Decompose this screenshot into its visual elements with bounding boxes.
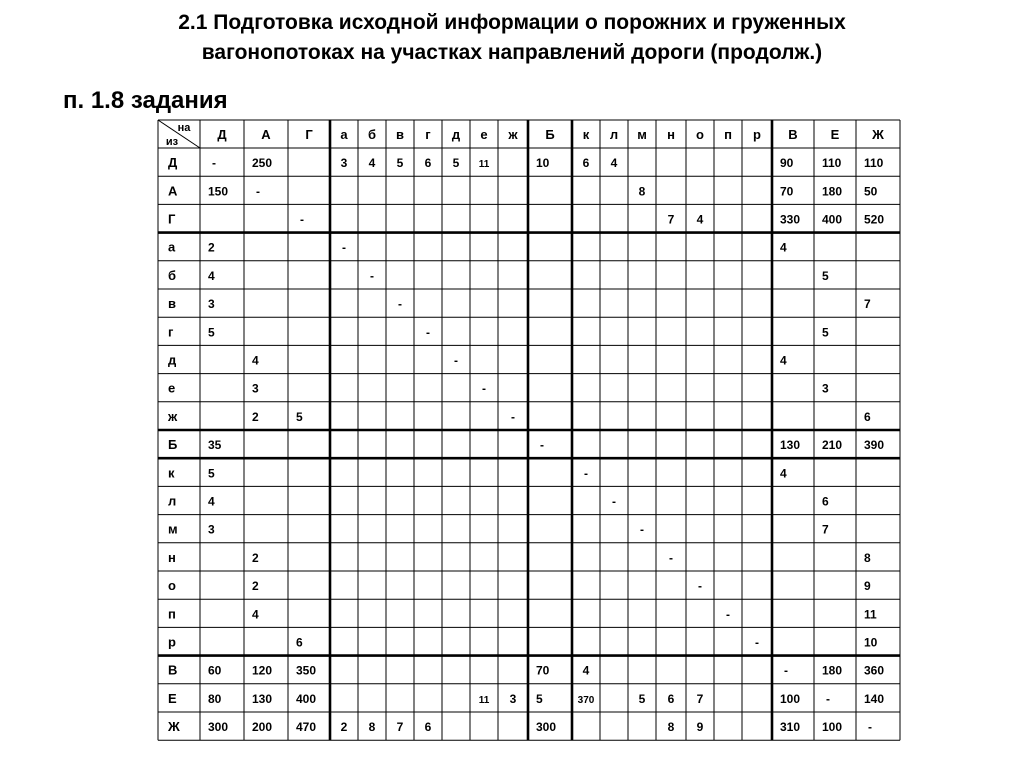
- table-cell-value: 100: [780, 691, 801, 706]
- table-cell-value: 4: [208, 268, 215, 283]
- row-header: м: [168, 521, 178, 537]
- table-cell-value: 6: [582, 156, 590, 171]
- row-header: к: [168, 465, 175, 481]
- table-cell-value: 11: [478, 159, 490, 171]
- table-cell-value: 5: [452, 156, 460, 171]
- table-cell-value: 300: [208, 720, 229, 735]
- table-cell-value: -: [669, 550, 673, 565]
- column-header: к: [582, 127, 590, 142]
- table-cell-value: 35: [208, 438, 222, 453]
- table-cell-value: 6: [424, 156, 432, 171]
- table-cell-value: 110: [822, 156, 842, 171]
- table-cell-value: 180: [822, 184, 843, 199]
- table-cell-value: 4: [252, 353, 259, 368]
- table-cell-value: 400: [296, 691, 317, 706]
- row-header: Б: [168, 437, 178, 453]
- table-cell-value: 5: [296, 409, 303, 424]
- table-cell-value: 50: [864, 184, 878, 199]
- table-cell-value: 4: [696, 212, 704, 227]
- column-header: р: [753, 127, 761, 142]
- table-cell-value: -: [640, 522, 644, 537]
- row-header: н: [168, 549, 176, 565]
- row-header: ж: [168, 408, 178, 424]
- row-header: В: [168, 662, 178, 678]
- table-cell-value: 100: [822, 720, 843, 735]
- table-cell-value: 70: [780, 184, 794, 199]
- table-cell-value: 8: [638, 184, 646, 199]
- task-reference: п. 1.8 задания: [63, 87, 228, 114]
- corner-label-from: из: [165, 136, 179, 148]
- table-cell-value: 6: [822, 494, 829, 509]
- column-header: е: [480, 127, 488, 142]
- table-cell-value: 8: [368, 720, 376, 735]
- table-cell-value: 3: [509, 691, 517, 706]
- table-cell-value: 5: [396, 156, 404, 171]
- table-cell-value: 2: [252, 409, 259, 424]
- table-cell-value: -: [726, 607, 730, 622]
- title-line-2: вагонопотоках на участках направлений дороги (продолж.): [201, 41, 823, 64]
- table-cell-value: -: [482, 381, 486, 396]
- table-cell-value: 5: [822, 325, 829, 340]
- table-cell-value: 470: [296, 720, 317, 735]
- table-cell-value: 60: [208, 663, 222, 678]
- table-cell-value: 7: [864, 297, 871, 312]
- row-header: Г: [168, 211, 176, 227]
- table-cell-value: 6: [296, 635, 303, 650]
- table-cell-value: 3: [822, 381, 829, 396]
- row-header: р: [168, 634, 176, 650]
- table-cell-value: -: [784, 663, 788, 678]
- row-header: д: [168, 352, 177, 368]
- table-cell-value: -: [612, 494, 616, 509]
- table-cell-value: 8: [864, 550, 871, 565]
- column-header: л: [609, 127, 619, 142]
- table-cell-value: -: [342, 240, 346, 255]
- table-cell-value: 200: [252, 720, 273, 735]
- column-header: б: [367, 127, 377, 142]
- table-cell-value: -: [584, 466, 588, 481]
- table-cell-value: 7: [696, 691, 704, 706]
- table-cell-value: 5: [822, 268, 829, 283]
- table-cell-value: -: [826, 691, 830, 706]
- table-cell-value: 520: [864, 212, 885, 227]
- table-cell-value: 5: [536, 691, 543, 706]
- column-header: в: [396, 127, 404, 142]
- row-header: в: [168, 296, 176, 312]
- column-header: В: [788, 127, 798, 142]
- table-cell-value: 360: [864, 663, 885, 678]
- table-cell-value: -: [398, 297, 402, 312]
- row-header: Ж: [168, 719, 180, 735]
- table-cell-value: -: [454, 353, 458, 368]
- table-cell-value: 350: [296, 663, 317, 678]
- column-header: А: [261, 127, 271, 142]
- table-cell-value: 3: [208, 522, 215, 537]
- table-cell-value: 4: [582, 663, 590, 678]
- column-header: м: [637, 127, 647, 142]
- table-cell-value: 390: [864, 438, 885, 453]
- column-header: Б: [545, 127, 555, 142]
- table-cell-value: 9: [864, 579, 871, 594]
- table-cell-value: 80: [208, 691, 222, 706]
- table-cell-value: 210: [822, 438, 843, 453]
- table-cell-value: 130: [252, 691, 273, 706]
- table-cell-value: 150: [208, 184, 229, 199]
- row-header: п: [168, 606, 176, 622]
- column-header: ж: [508, 127, 518, 142]
- column-header: Е: [830, 127, 840, 142]
- column-header: а: [340, 127, 348, 142]
- table-cell-value: 8: [667, 720, 675, 735]
- column-header: о: [696, 127, 704, 142]
- table-cell-value: 4: [610, 156, 618, 171]
- table-cell-value: 250: [252, 156, 273, 171]
- column-header: г: [425, 127, 431, 142]
- table-cell-value: 5: [208, 325, 215, 340]
- table-cell-value: 120: [252, 663, 273, 678]
- table-cell-value: 110: [864, 156, 884, 171]
- table-cell-value: 2: [252, 579, 259, 594]
- table-cell-value: -: [370, 268, 374, 283]
- table-cell-value: 4: [252, 607, 259, 622]
- row-header: л: [168, 493, 177, 509]
- table-cell-value: 3: [208, 297, 215, 312]
- table-cell-value: 300: [536, 720, 557, 735]
- table-cell-value: 140: [864, 691, 885, 706]
- table-cell-value: 4: [780, 466, 787, 481]
- table-cell-value: 2: [340, 720, 348, 735]
- table-cell-value: 10: [536, 156, 550, 171]
- table-cell-value: 370: [577, 694, 595, 706]
- table-cell-value: 4: [780, 353, 787, 368]
- row-header: б: [168, 267, 177, 283]
- table-cell-value: -: [256, 184, 260, 199]
- table-cell-value: 7: [396, 720, 404, 735]
- row-header: а: [168, 239, 176, 255]
- table-cell-value: -: [511, 409, 515, 424]
- table-cell-value: 70: [536, 663, 550, 678]
- table-cell-value: 330: [780, 212, 801, 227]
- table-cell-value: -: [868, 720, 872, 735]
- table-cell-value: 6: [424, 720, 432, 735]
- table-cell-value: 7: [822, 522, 829, 537]
- row-header: Д: [168, 155, 178, 171]
- table-cell-value: 6: [864, 409, 871, 424]
- table-cell-value: 180: [822, 663, 843, 678]
- table-cell-value: 2: [208, 240, 215, 255]
- table-cell-value: 7: [667, 212, 675, 227]
- column-header: Д: [217, 127, 227, 142]
- table-cell-value: -: [540, 438, 544, 453]
- column-header: н: [667, 127, 675, 142]
- table-cell-value: 3: [340, 156, 348, 171]
- table-cell-value: 400: [822, 212, 843, 227]
- table-cell-value: 11: [478, 694, 490, 706]
- table-cell-value: 9: [696, 720, 704, 735]
- table-cell-value: -: [755, 635, 759, 650]
- table-cell-value: -: [426, 325, 430, 340]
- table-cell-value: 4: [368, 156, 376, 171]
- table-cell-value: 4: [780, 240, 787, 255]
- table-cell-value: 310: [780, 720, 801, 735]
- table-cell-value: -: [212, 156, 216, 171]
- title-line-1: 2.1 Подготовка исходной информации о порожних и груженных: [178, 11, 846, 34]
- row-header: г: [168, 324, 174, 340]
- table-cell-value: 5: [638, 691, 646, 706]
- table-cell-value: 4: [208, 494, 215, 509]
- column-header: д: [451, 127, 461, 142]
- row-header: Е: [168, 690, 177, 706]
- table-cell-value: -: [300, 212, 304, 227]
- row-header: А: [168, 183, 178, 199]
- table-cell-value: 90: [780, 156, 794, 171]
- table-cell-value: 11: [864, 607, 877, 622]
- table-cell-value: -: [698, 579, 702, 594]
- table-cell-value: 130: [780, 438, 801, 453]
- table-cell-value: 6: [667, 691, 675, 706]
- row-header: е: [168, 380, 176, 396]
- column-header: Г: [305, 127, 313, 142]
- corner-label-to: на: [177, 122, 191, 134]
- column-header: Ж: [872, 127, 884, 142]
- column-header: п: [724, 127, 732, 142]
- table-cell-value: 3: [252, 381, 259, 396]
- table-cell-value: 5: [208, 466, 215, 481]
- row-header: о: [168, 578, 176, 594]
- table-cell-value: 10: [864, 635, 878, 650]
- table-cell-value: 2: [252, 550, 259, 565]
